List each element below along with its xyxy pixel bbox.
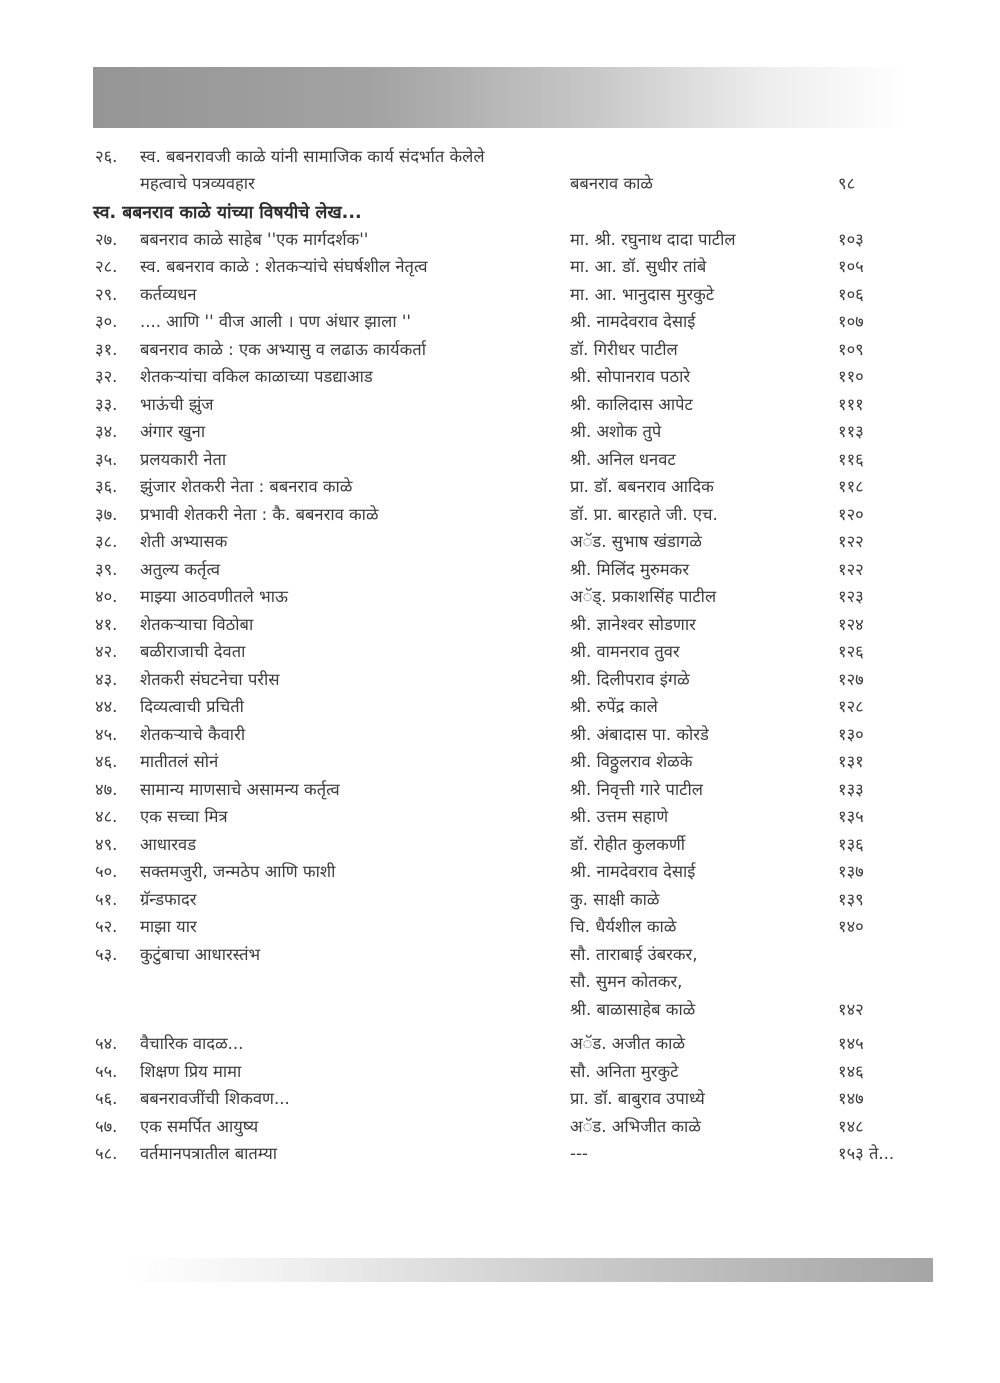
entry-author: श्री. रुपेंद्र काले xyxy=(570,697,658,716)
entry-author: अॅड. अभिजीत काळे xyxy=(570,1116,701,1136)
toc-row xyxy=(95,254,907,282)
entry-title: शेतकऱ्याचा विठोबा xyxy=(140,614,254,634)
entry-title: माझा यार xyxy=(140,917,197,936)
entry-title: सक्तमजुरी, जन्मठेप आणि फाशी xyxy=(140,862,336,881)
entry-number: ५४. xyxy=(95,1034,118,1053)
entry-number: ४५. xyxy=(95,724,118,744)
toc-row xyxy=(95,721,907,749)
entry-title: एक समर्पित आयुष्य xyxy=(140,1116,259,1136)
entry-page: १२२ xyxy=(838,532,864,551)
entry-number: ५७. xyxy=(95,1116,118,1136)
entry-title: स्व. बबनराव काळे : शेतकऱ्यांचे संघर्षशील नेतृत्व xyxy=(140,257,428,276)
top-gradient-bar xyxy=(93,67,907,128)
entry-title: शेतकरी संघटनेचा परीस xyxy=(140,669,280,689)
toc-row xyxy=(95,171,907,199)
entry-page: १२० xyxy=(838,504,864,524)
toc-row xyxy=(95,804,907,832)
entry-number: ५६. xyxy=(95,1089,118,1108)
entry-title: ग्रॅन्डफादर xyxy=(140,889,197,909)
entry-page: १३९ xyxy=(838,889,864,909)
entry-title: मातीतलं सोनं xyxy=(140,752,219,771)
entry-title: अंगार खुना xyxy=(140,422,206,441)
entry-number: ४१. xyxy=(95,614,118,634)
entry-number: ४८. xyxy=(95,807,118,826)
entry-page: १०७ xyxy=(838,312,864,331)
entry-number: ५०. xyxy=(95,862,118,881)
entry-title: बळीराजाची देवता xyxy=(140,642,246,661)
toc-row xyxy=(95,474,907,502)
toc-rows-main xyxy=(95,226,907,1168)
entry-author: श्री. अनिल धनवट xyxy=(570,449,676,469)
entry-author: श्री. नामदेवराव देसाई xyxy=(570,312,696,331)
entry-title: महत्वाचे पत्रव्यवहार xyxy=(140,174,255,193)
toc-row xyxy=(95,501,907,529)
entry-author: श्री. निवृत्ती गारे पाटील xyxy=(570,779,703,799)
entry-author: चि. धैर्यशील काळे xyxy=(570,917,677,936)
entry-number: ३४. xyxy=(95,422,118,441)
entry-number: ४०. xyxy=(95,587,118,606)
toc-row xyxy=(95,969,907,997)
entry-number: ४३. xyxy=(95,669,118,689)
toc-row xyxy=(95,336,907,364)
toc-row xyxy=(95,776,907,804)
toc-row xyxy=(95,639,907,667)
entry-page: १५३ ते... xyxy=(838,1144,895,1163)
entry-author: श्री. बाळासाहेब काळे xyxy=(570,999,696,1019)
entry-page: १०९ xyxy=(838,339,864,359)
toc-row xyxy=(95,666,907,694)
entry-title: शेतकऱ्याचे कैवारी xyxy=(140,724,246,744)
section-heading: स्व. बबनराव काळे यांच्या विषयीचे लेख... xyxy=(93,203,362,223)
entry-author: बबनराव काळे xyxy=(570,174,653,193)
entry-number: ३२. xyxy=(95,367,118,386)
entry-author: सौ. अनिता मुरकुटे xyxy=(570,1061,679,1081)
toc-row xyxy=(95,611,907,639)
entry-author: डॉ. रोहीत कुलकर्णी xyxy=(570,834,686,854)
entry-title: माझ्या आठवणीतले भाऊ xyxy=(140,587,288,606)
entry-title: शेती अभ्यासक xyxy=(140,532,228,551)
entry-page: १३३ xyxy=(838,779,864,799)
entry-number: ३८. xyxy=(95,532,118,551)
toc-row xyxy=(95,886,907,914)
toc-row xyxy=(95,1058,907,1086)
entry-title: बबनराव काळे : एक अभ्यासु व लढाऊ कार्यकर्ता xyxy=(140,339,426,359)
entry-page: १०३ xyxy=(838,229,864,249)
entry-page: ९८ xyxy=(838,174,856,193)
entry-title: सामान्य माणसाचे असामन्य कर्तृत्व xyxy=(140,779,340,799)
toc-row xyxy=(95,446,907,474)
entry-number: ४४. xyxy=(95,697,118,716)
entry-author: सौ. ताराबाई उंबरकर, xyxy=(570,944,698,964)
entry-author: श्री. अंबादास पा. कोरडे xyxy=(570,724,709,744)
toc-row xyxy=(95,309,907,337)
toc-row xyxy=(95,749,907,777)
entry-page: १४७ xyxy=(838,1089,864,1108)
toc-row xyxy=(95,584,907,612)
entry-page: १२८ xyxy=(838,697,864,716)
entry-title: अतुल्य कर्तृत्व xyxy=(140,559,220,579)
toc-row xyxy=(95,419,907,447)
entry-title: झुंजार शेतकरी नेता : बबनराव काळे xyxy=(140,477,353,496)
entry-author: मा. श्री. रघुनाथ दादा पाटील xyxy=(570,229,736,249)
toc-row xyxy=(95,556,907,584)
entry-number: ४९. xyxy=(95,834,118,854)
toc-row xyxy=(95,694,907,722)
entry-page: १२३ xyxy=(838,587,864,606)
entry-title: बबनराव काळे साहेब ''एक मार्गदर्शक'' xyxy=(140,229,369,249)
entry-number: ३३. xyxy=(95,394,118,414)
entry-page: १४६ xyxy=(838,1061,864,1081)
entry-page: १४५ xyxy=(838,1034,864,1053)
entry-page: १०६ xyxy=(838,284,864,304)
entry-title: शेतकऱ्यांचा वकिल काळाच्या पडद्याआड xyxy=(140,367,373,386)
entry-author: अॅड. सुभाष खंडागळे xyxy=(570,532,702,551)
toc-row xyxy=(95,529,907,557)
entry-title: शिक्षण प्रिय मामा xyxy=(140,1061,242,1081)
toc-row xyxy=(95,996,907,1024)
entry-title: स्व. बबनरावजी काळे यांनी सामाजिक कार्य संदर्भात केलेले xyxy=(140,146,485,166)
entry-page: १२६ xyxy=(838,642,864,661)
entry-page: १२४ xyxy=(838,614,864,634)
entry-page: १४० xyxy=(838,917,864,936)
entry-page: १२७ xyxy=(838,669,864,689)
toc-row xyxy=(95,859,907,887)
toc-row xyxy=(95,941,907,969)
entry-title: भाऊंची झुंज xyxy=(140,394,214,414)
entry-author: श्री. दिलीपराव इंगळे xyxy=(570,669,690,689)
entry-author: श्री. विठ्ठुलराव शेळके xyxy=(570,752,693,771)
entry-page: १४८ xyxy=(838,1116,864,1136)
table-of-contents xyxy=(95,143,907,1168)
entry-number: ३०. xyxy=(95,312,118,331)
entry-title: कुटुंबाचा आधारस्तंभ xyxy=(140,944,261,964)
entry-number: २९. xyxy=(95,284,118,304)
toc-row xyxy=(95,1086,907,1114)
toc-rows-pre xyxy=(95,143,907,198)
entry-author: प्रा. डॉ. बाबुराव उपाध्ये xyxy=(570,1089,705,1108)
entry-number: ५३. xyxy=(95,944,118,964)
entry-author: श्री. नामदेवराव देसाई xyxy=(570,862,696,881)
entry-page: १४२ xyxy=(838,999,864,1019)
entry-number: ४६. xyxy=(95,752,118,771)
toc-row xyxy=(95,226,907,254)
entry-number: ५१. xyxy=(95,889,118,909)
entry-title: एक सच्चा मित्र xyxy=(140,807,228,826)
toc-row xyxy=(95,1113,907,1141)
entry-number: ५५. xyxy=(95,1061,118,1081)
toc-row xyxy=(95,364,907,392)
entry-author: सौ. सुमन कोतकर, xyxy=(570,972,683,991)
entry-number: ५८. xyxy=(95,1144,118,1163)
entry-page: १३१ xyxy=(838,752,864,771)
entry-page: १३७ xyxy=(838,862,864,881)
entry-title: वर्तमानपत्रातील बातम्या xyxy=(140,1144,278,1163)
entry-author: श्री. अशोक तुपे xyxy=(570,422,662,441)
entry-author: प्रा. डॉ. बबनराव आदिक xyxy=(570,477,714,496)
entry-author: श्री. मिलिंद मुरुमकर xyxy=(570,559,690,579)
entry-page: १३६ xyxy=(838,834,864,854)
entry-page: ११८ xyxy=(838,477,864,496)
entry-author: कु. साक्षी काळे xyxy=(570,889,660,909)
entry-number: ३९. xyxy=(95,559,118,579)
entry-page: १११ xyxy=(838,394,864,414)
entry-author: अॅड. अजीत काळे xyxy=(570,1034,685,1053)
entry-author: डॉ. प्रा. बारहाते जी. एच. xyxy=(570,504,718,524)
entry-number: ३७. xyxy=(95,504,118,524)
toc-row xyxy=(95,281,907,309)
toc-row xyxy=(95,914,907,942)
entry-author: श्री. वामनराव तुवर xyxy=(570,642,680,661)
entry-number: २६. xyxy=(95,146,118,166)
entry-author: डॉ. गिरीधर पाटील xyxy=(570,339,678,359)
entry-author: श्री. कालिदास आपेट xyxy=(570,394,693,414)
entry-number: ४२. xyxy=(95,642,118,661)
entry-title: वैचारिक वादळ... xyxy=(140,1034,244,1053)
entry-page: १०५ xyxy=(838,257,864,276)
entry-number: ५२. xyxy=(95,917,118,936)
entry-page: १३० xyxy=(838,724,864,744)
entry-author: श्री. ज्ञानेश्वर सोडणार xyxy=(570,614,696,634)
toc-row xyxy=(95,831,907,859)
entry-author: अॅड्. प्रकाशसिंह पाटील xyxy=(570,587,717,606)
entry-author: श्री. सोपानराव पठारे xyxy=(570,367,691,386)
bottom-gradient-bar xyxy=(128,1258,933,1282)
entry-page: १३५ xyxy=(838,807,864,826)
entry-title: प्रलयकारी नेता xyxy=(140,449,227,469)
entry-author: मा. आ. डॉ. सुधीर तांबे xyxy=(570,257,707,276)
entry-page: ११३ xyxy=(838,422,864,441)
entry-number: २७. xyxy=(95,229,118,249)
entry-number: ३५. xyxy=(95,449,118,469)
entry-number: ३६. xyxy=(95,477,118,496)
entry-title: बबनरावजींची शिकवण... xyxy=(140,1089,290,1108)
entry-number: ३१. xyxy=(95,339,118,359)
toc-row xyxy=(95,391,907,419)
entry-title: .... आणि '' वीज आली । पण अंधार झाला '' xyxy=(140,312,411,331)
entry-number: २८. xyxy=(95,257,118,276)
toc-row xyxy=(95,1031,907,1059)
entry-page: ११६ xyxy=(838,449,864,469)
entry-title: प्रभावी शेतकरी नेता : कै. बबनराव काळे xyxy=(140,504,379,524)
entry-title: दिव्यत्वाची प्रचिती xyxy=(140,697,244,716)
entry-author: --- xyxy=(570,1144,588,1163)
toc-row xyxy=(95,143,907,171)
entry-page: १२२ xyxy=(838,559,864,579)
entry-number: ४७. xyxy=(95,779,118,799)
entry-page: ११० xyxy=(838,367,864,386)
toc-row xyxy=(95,1141,907,1169)
entry-title: आधारवड xyxy=(140,834,197,854)
entry-author: मा. आ. भानुदास मुरकुटे xyxy=(570,284,715,304)
entry-author: श्री. उत्तम सहाणे xyxy=(570,807,669,826)
entry-title: कर्तव्यधन xyxy=(140,284,197,304)
